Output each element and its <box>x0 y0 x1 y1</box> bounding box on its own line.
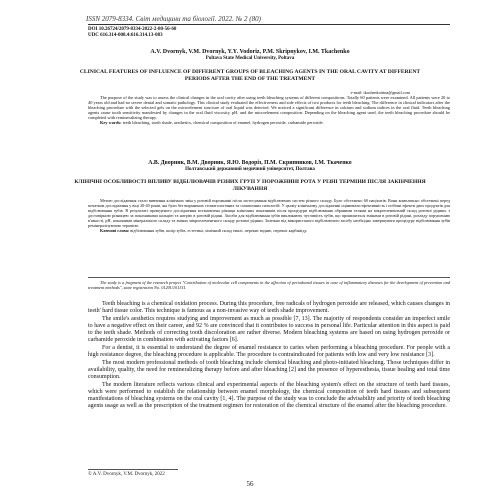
contact-email[interactable]: e-mail: tkachenkoirina@gmail.com <box>350 90 410 95</box>
body-paragraph: The most modern professional methods of tooth bleaching include chemical bleaching and photo-initiated bleaching. Those techniques differ in availability, quality, the need for remineralizing therapy before and after bleaching [2] and the presence of hyperesthesia, tissue healing and total time consumption. <box>88 360 450 380</box>
research-footnote <box>88 280 450 290</box>
english-abstract-text: The purpose of the study was to assess the clinical changes in the oral cavity after using teeth bleaching systems of different compositions. Totally 60 patients were examined. All patients were 20 to 40 years old and had no severe dental and somatic pathology. This clinical study evaluated the effectiveness and side effects of two products for teeth bleaching. The difference in clinical indicators after the bleaching procedure with the selected gels on the microelement structure of oral liquid was detected. We noticed a significant difference in calcium and sodium indices in the oral fluid. Teeth bleaching agents cause tooth sensitivity manifested by changes in the oral fluid viscosity, pH, and the microelement composition. Depending on the bleaching agent used, the teeth bleaching procedure should be completed with remineralizing therapy. <box>88 95 450 121</box>
body-paragraph: The modern literature reflects various clinical and experimental aspects of the bleaching system's effect on the structure of teeth hard tissues, which were performed to establish the relationship between enamel morphology, the chemical composition of teeth hard tissues and subsequent manifestations of bleaching systems on the oral cavity [1, 4]. The purpose of the study was to conclude the advisability and priority of teeth bleaching agents usage as well as the prescription of the treatment regimen for restoration of the chemical structure of the enamel after the bleaching procedure. <box>88 382 450 409</box>
ukrainian-authors: А.В. Дворник, В.М. Дворник, Я.Ю. Водоріз, П.М. Скрипников, І.М. Ткаченко <box>148 160 352 166</box>
ukrainian-abstract-text: Метою дослідження стало вивчення клінічних змін у ротовій порожнині після застосування відбілюючих систем різного складу. Було обстежено 60 пацієнтів. Вони комплексно обстежені перед початком дослідження у віці 20-40 років, які були без виражених стоматологічних та соматичних патологій. У цьому клінічному дослідженні оцінювали ефективність і побічні ефекти двох продуктів для відбілювання зубів. В результаті проведеного дослідження встановлена різниця клінічних показників після процедури відбілювання обраними гелями на мікроелементний склад ротової рідини, з достовірною різницею за показниками кальцію та натрію в ротовій рідині. Засоби для відбілювання зубів викликають чутливість зубів, що проявляється змінами в ротовій рідині, розладу порушенню в'язкості, рН, показників мінерального складу та змінах мікроелементного складу ротової рідини. Залежно від використаного відбілюючого засобу необхідно завершувати процедуру відбілювання зубів ремінералізуючою терапією. <box>88 198 450 228</box>
research-footnote-text: The study is a fragment of the research project "Contribution of molecular cell components in the affection of periodontal tissues in case of inflammatory diseases for the development of prevention and treatment methods", state registration No. 0120U101151. <box>88 280 450 290</box>
ukrainian-keywords-label: Ключові слова: <box>100 228 130 233</box>
footer-rule <box>88 469 178 470</box>
body-paragraph: For a dentist, it is essential to understand the degree of enamel resistance to caries when performing a bleaching procedure. For people with a high resistance degree, the bleaching procedure is applicable. The procedure is contraindicated for patients with low and very low resistance [3]. <box>88 345 450 358</box>
english-abstract <box>88 95 450 126</box>
journal-header: ISSN 2079-8334. Світ медицини та біології. 2022. № 2 (80) <box>86 15 261 23</box>
copyright: © A.V. Dvornyk, V.M. Dvornyk, 2022 <box>88 472 165 477</box>
ukrainian-title: КЛІНІЧНІ ОСОБЛИВОСТІ ВПЛИВУ ВІДБІЛЮВАЧІВ РІЗНИХ ГРУП У ПОРОЖНИНІ РОТА У РІЗНІ ТЕРМІНИ ПІСЛЯ ЗАКІНЧЕННЯ ЛІКУВАННЯ <box>74 179 426 192</box>
header-rule <box>88 24 450 25</box>
english-keywords: teeth bleaching, tooth shade, aesthetics, chemical composition of enamel, hydrogen peroxide, carbamide peroxide. <box>122 120 324 126</box>
ukrainian-keywords: відбілювання зубів, колір зубів, естетика, хімічний склад емалі, перекис водню, перекис карбаміду. <box>130 228 308 233</box>
article-page <box>50 15 450 488</box>
udc: UDC 616.314-008.4:616.314.13-083 <box>88 33 163 38</box>
english-title: CLINICAL FEATURES OF INFLUENCE OF DIFFERENT GROUPS OF BLEACHING AGENTS IN THE ORAL CAVITY AT DIFFERENT PERIODS AFTER THE END OF THE TREATMENT <box>79 69 421 82</box>
body-paragraph: The smile's aesthetics requires studying and improvement as much as possible [7, 13]. The majority of respondents consider an imperfect smile to have a negative effect on their career, and 92 % are convinced that it contributes to success in personal life. Particular attention in this aspect is paid to the teeth shade. Methods of correcting tooth discoloration are rather diverse. Modern bleaching systems are based on using hydrogen peroxide or carbamide peroxide in combination with activating factors [6]. <box>88 316 450 343</box>
english-keywords-label: Key words: <box>100 120 122 126</box>
footnote-rule <box>88 277 450 278</box>
body-paragraph: Teeth bleaching is a chemical oxidation process. During this procedure, free radicals of hydrogen peroxide are released, which causes changes in teeth' hard tissue color. This technique is famous as a non-invasive way of teeth shade improvement. <box>88 301 450 314</box>
article-identifiers <box>88 27 176 39</box>
article-body <box>88 301 450 411</box>
english-affiliation: Poltava State Medical University, Poltava <box>205 56 295 61</box>
ukrainian-affiliation: Полтавський державний медичний університет, Полтава <box>185 167 315 172</box>
english-authors: A.V. Dvornyk, V.M. Dvornyk, Y.Y. Vodoriz, P.M. Skripnykov, I.M. Tkachenko <box>150 49 350 55</box>
page-number: 56 <box>246 480 254 488</box>
doi[interactable]: DOI 10.26724/2079-8334-2022-2-80-56-60 <box>88 27 177 32</box>
ukrainian-abstract <box>88 198 450 233</box>
